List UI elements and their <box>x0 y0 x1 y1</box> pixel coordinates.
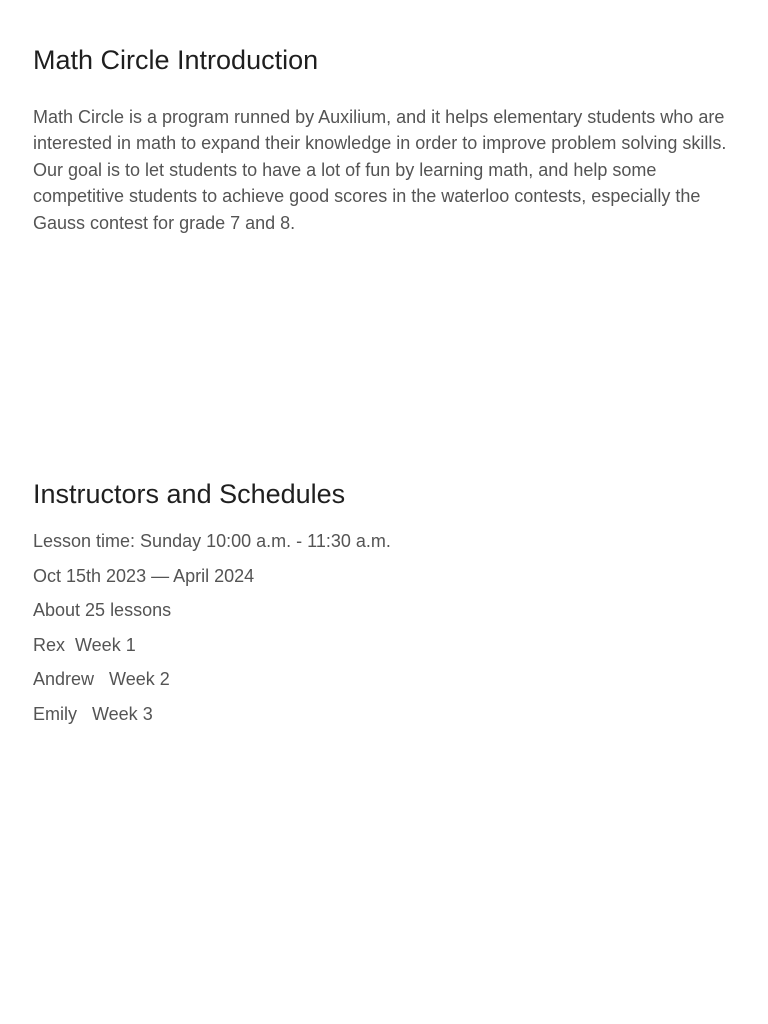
schedule-list <box>33 530 738 726</box>
intro-section <box>33 42 738 236</box>
intro-paragraph: Math Circle is a program runned by Auxilium, and it helps elementary students who are interested in math to expand their knowledge in order to improve problem solving skills. Our goal is to let students to have a lot of fun by learning math, and help some competitive students to achieve good scores in the waterloo contests, especially the Gauss contest for grade 7 and 8. <box>33 107 727 233</box>
schedule-heading: Instructors and Schedules <box>33 479 346 509</box>
intro-heading: Math Circle Introduction <box>33 45 319 75</box>
instructor-andrew-line: Andrew Week 2 <box>33 669 170 690</box>
lesson-count-line: About 25 lessons <box>33 600 172 621</box>
instructor-emily-line: Emily Week 3 <box>33 703 153 724</box>
schedule-section <box>33 476 738 738</box>
lesson-time-line: Lesson time: Sunday 10:00 a.m. - 11:30 a.m. <box>33 531 391 551</box>
instructor-rex-line: Rex Week 1 <box>33 634 136 655</box>
date-range-line: Oct 15th 2023 — April 2024 <box>33 565 255 586</box>
